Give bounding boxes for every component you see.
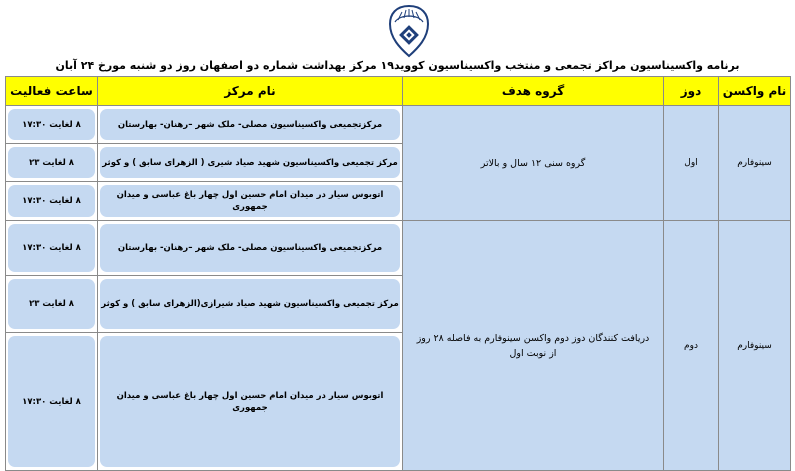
center-name: مرکز تجمیعی واکسیناسیون شهید صیاد شیرازی(الزهرای سابق ) و کوثر	[100, 279, 400, 329]
hours-cell	[6, 182, 98, 221]
target-group-text: گروه سنی ۱۲ سال و بالاتر	[480, 157, 586, 169]
table-header-row	[6, 77, 791, 106]
hours-value: ۸ لغایت ۱۷:۳۰	[8, 224, 95, 272]
header-target-group: گروه هدف	[403, 77, 664, 106]
hours-cell	[6, 333, 98, 471]
hours-value: ۸ لغایت ۲۳	[8, 147, 95, 178]
vaccination-schedule-table	[5, 76, 791, 471]
center-cell	[98, 276, 403, 333]
dose-cell: اول	[664, 106, 719, 221]
header-center-name: نام مرکز	[98, 77, 403, 106]
table-row	[6, 106, 791, 144]
hours-cell	[6, 276, 98, 333]
target-group-text: دریافت کنندگان دوز دوم واکسن سینوفارم به فاصله ۲۸ روز از نوبت اول	[416, 332, 650, 359]
center-name: مرکزتجمیعی واکسیناسیون مصلی- ملک شهر –رهنان- بهارستان	[100, 109, 400, 140]
header-vaccine: نام واکسن	[719, 77, 791, 106]
target-group-cell	[403, 106, 664, 221]
center-cell	[98, 221, 403, 276]
hours-value: ۸ لغایت ۲۳	[8, 279, 95, 329]
center-cell	[98, 106, 403, 144]
health-center-logo	[386, 4, 432, 58]
hours-value: ۸ لغایت ۱۷:۳۰	[8, 336, 95, 467]
center-name: اتوبوس سیار در میدان امام حسین اول چهار باغ عباسی و میدان جمهوری	[100, 336, 400, 467]
vaccine-cell: سینوفارم	[719, 221, 791, 471]
hours-cell	[6, 106, 98, 144]
dose-cell: دوم	[664, 221, 719, 471]
center-cell	[98, 144, 403, 182]
table-row	[6, 221, 791, 276]
hours-cell	[6, 221, 98, 276]
vaccine-cell: سینوفارم	[719, 106, 791, 221]
center-name: مرکز تجمیعی واکسیناسیون شهید صیاد شیری ( الزهرای سابق ) و کوثر	[100, 147, 400, 178]
center-name: مرکزتجمیعی واکسیناسیون مصلی- ملک شهر –رهنان- بهارستان	[100, 224, 400, 272]
center-cell	[98, 333, 403, 471]
page-title: برنامه واکسیناسیون مراکز تجمعی و منتخب واکسیناسیون کووید۱۹ مرکز بهداشت شماره دو اصفهان روز دو شنبه مورخ ۲۴ آبان	[55, 59, 740, 72]
header-dose: دوز	[664, 77, 719, 106]
center-cell	[98, 182, 403, 221]
hours-value: ۸ لغایت ۱۷:۳۰	[8, 185, 95, 217]
header-hours: ساعت فعالیت	[6, 77, 98, 106]
center-name: اتوبوس سیار در میدان امام حسین اول چهار باغ عباسی و میدان جمهوری	[100, 185, 400, 217]
hours-cell	[6, 144, 98, 182]
hours-value: ۸ لغایت ۱۷:۳۰	[8, 109, 95, 140]
target-group-cell	[403, 221, 664, 471]
